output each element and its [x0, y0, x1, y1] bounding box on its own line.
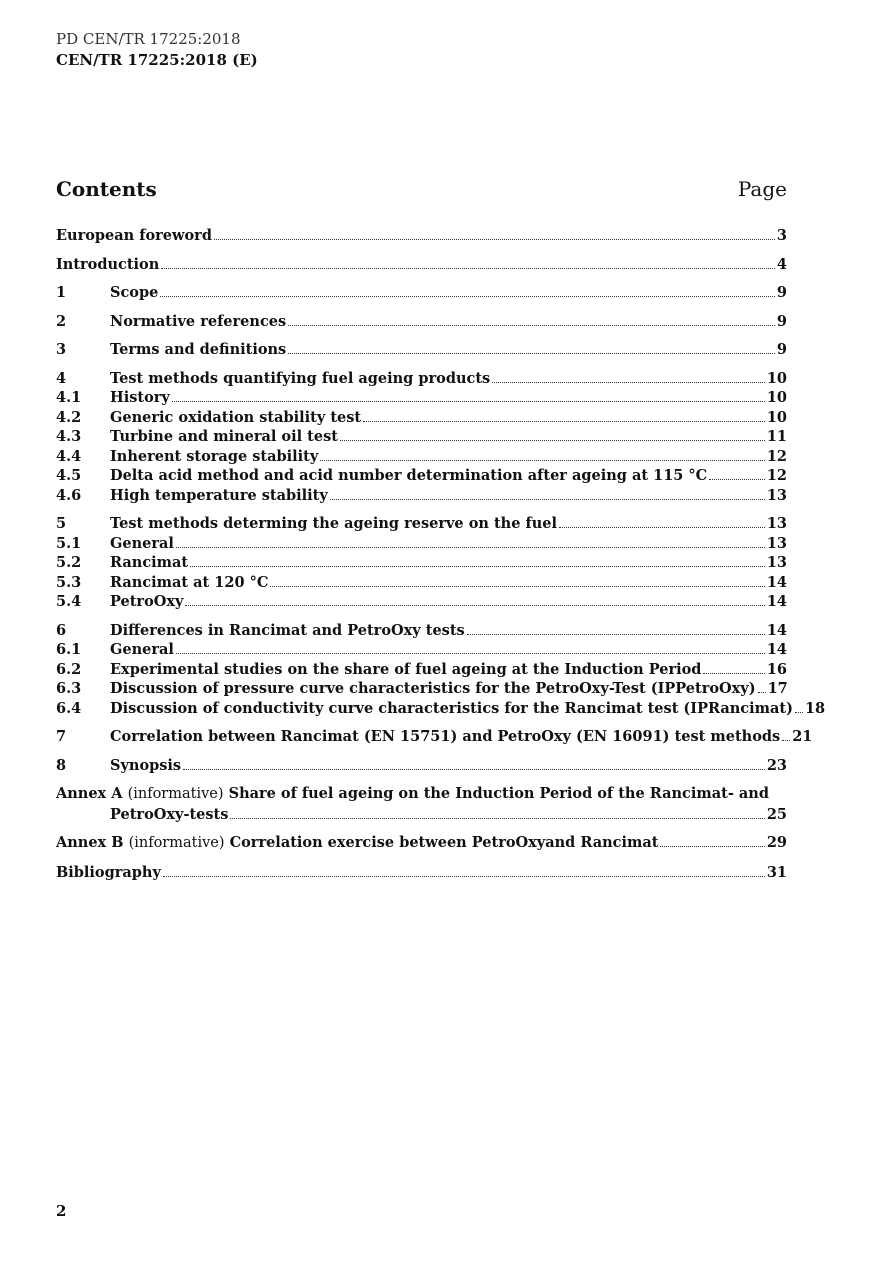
- toc-entry-page: 3: [776, 227, 787, 244]
- toc-entry-number: 4.5: [56, 467, 82, 484]
- toc-entry-title: Introduction: [56, 255, 160, 273]
- toc-entry-5-4[interactable]: [56, 592, 787, 612]
- leader-dots: [163, 876, 765, 877]
- toc-entry-title: Rancimat: [110, 554, 189, 571]
- toc-entry-title: Differences in Rancimat and PetroOxy tests: [110, 621, 465, 639]
- leader-dots: [160, 296, 775, 297]
- toc-entry-title: Delta acid method and acid number determination after ageing at 115 °C: [110, 467, 708, 484]
- toc-entry-scope[interactable]: [56, 283, 787, 303]
- toc-entry-page: 12: [766, 467, 787, 484]
- toc-entry-4-6[interactable]: [56, 486, 787, 506]
- leader-dots: [230, 818, 764, 819]
- toc-entry-title: Terms and definitions: [110, 341, 287, 358]
- toc-entry-introduction[interactable]: [56, 255, 787, 275]
- leader-dots: [467, 634, 765, 635]
- toc-entry-title: General: [110, 534, 174, 552]
- toc-entry-4-5[interactable]: [56, 466, 787, 486]
- toc-entry-title: General: [110, 641, 174, 658]
- toc-entry-number: 4.3: [56, 428, 82, 445]
- toc-entry-4-2[interactable]: [56, 408, 787, 428]
- toc-entry-6-1[interactable]: [56, 640, 787, 660]
- toc-entry-title: High temperature stability: [110, 486, 328, 504]
- toc-entry-number: 2: [56, 312, 67, 330]
- leader-dots: [703, 673, 764, 674]
- toc-entry-title: Discussion of pressure curve characteristics for the PetroOxy-Test (IPPetroOxy): [110, 680, 756, 697]
- toc-entry-4-3[interactable]: [56, 427, 787, 447]
- contents-title: Contents: [56, 177, 157, 201]
- toc-entry-page: 4: [776, 255, 787, 273]
- table-of-contents: [56, 226, 826, 882]
- contents-heading: [56, 177, 787, 201]
- toc-entry-page: 14: [766, 573, 787, 591]
- toc-entry-5-1[interactable]: [56, 534, 787, 554]
- toc-entry-title: Bibliography: [56, 863, 161, 881]
- toc-entry-page: 14: [766, 593, 787, 610]
- toc-entry-terms-definitions[interactable]: [56, 340, 787, 360]
- toc-entry-6-4[interactable]: [56, 699, 826, 719]
- toc-entry-number: 5.1: [56, 534, 82, 552]
- annex-title-line-1: Share of fuel ageing on the Induction Period of the Rancimat- and: [228, 785, 769, 802]
- toc-entry-number: 8: [56, 756, 67, 774]
- leader-dots: [161, 268, 775, 269]
- toc-entry-number: 5.4: [56, 593, 82, 610]
- toc-entry-number: 6.2: [56, 660, 82, 678]
- toc-entry-title: European foreword: [56, 227, 212, 244]
- toc-entry-european-foreword[interactable]: [56, 226, 787, 246]
- leader-dots: [172, 401, 765, 402]
- toc-entry-number: 6.4: [56, 699, 82, 717]
- page-column-label: Page: [737, 177, 787, 201]
- toc-entry-number: 4.6: [56, 486, 82, 504]
- toc-entry-title: Test methods determing the ageing reserve on the fuel: [110, 515, 557, 532]
- leader-dots: [270, 586, 764, 587]
- toc-entry-number: 5.2: [56, 554, 82, 571]
- annex-a-line-2: [56, 805, 787, 825]
- annex-b-prefix: [56, 833, 230, 854]
- toc-entry-title: Rancimat at 120 °C: [110, 573, 269, 591]
- toc-entry-number: 6.1: [56, 641, 82, 658]
- toc-entry-annex-a[interactable]: [56, 784, 787, 824]
- toc-entry-title: Inherent storage stability: [110, 447, 319, 465]
- toc-entry-section-5[interactable]: [56, 514, 787, 534]
- toc-entry-page: 29: [766, 834, 787, 851]
- toc-entry-title: History: [110, 389, 170, 406]
- leader-dots: [183, 769, 765, 770]
- toc-entry-number: 4.4: [56, 447, 82, 465]
- toc-entry-6-3[interactable]: [56, 679, 787, 699]
- annex-type: (informative): [128, 835, 225, 851]
- annex-a-line-1: [56, 784, 787, 805]
- toc-entry-page: 9: [776, 312, 787, 330]
- annex-label: Annex B: [56, 834, 124, 851]
- leader-dots: [288, 325, 775, 326]
- toc-entry-page: 13: [766, 534, 787, 552]
- leader-dots: [340, 440, 765, 441]
- leader-dots: [320, 460, 765, 461]
- annex-label: Annex A: [56, 785, 123, 802]
- toc-entry-section-4[interactable]: [56, 369, 787, 389]
- leader-dots: [795, 712, 803, 713]
- toc-entry-title: PetroOxy: [110, 593, 184, 610]
- leader-dots: [330, 499, 765, 500]
- document-id: PD CEN/TR 17225:2018: [56, 30, 241, 48]
- toc-entry-number: 5: [56, 515, 67, 532]
- page-number: 2: [56, 1202, 67, 1220]
- toc-entry-number: 6: [56, 621, 67, 639]
- toc-entry-5-2[interactable]: [56, 553, 787, 573]
- toc-entry-section-8[interactable]: [56, 756, 787, 776]
- leader-dots: [176, 547, 765, 548]
- annex-title-line-2: PetroOxy-tests: [110, 805, 229, 823]
- toc-entry-page: 13: [766, 554, 787, 571]
- toc-entry-title: Experimental studies on the share of fuel ageing at the Induction Period: [110, 660, 702, 678]
- toc-entry-normative-references[interactable]: [56, 312, 787, 332]
- toc-entry-bibliography[interactable]: [56, 863, 787, 883]
- toc-entry-title: Test methods quantifying fuel ageing products: [110, 369, 491, 387]
- toc-entry-number: 6.3: [56, 680, 82, 697]
- toc-entry-number: 3: [56, 341, 67, 358]
- toc-entry-page: 13: [766, 486, 787, 504]
- toc-entry-number: 7: [56, 728, 67, 745]
- toc-entry-5-3[interactable]: [56, 573, 787, 593]
- toc-entry-number: 5.3: [56, 573, 82, 591]
- annex-a-prefix: [56, 784, 229, 805]
- leader-dots: [190, 566, 765, 567]
- leader-dots: [492, 382, 765, 383]
- toc-entry-page: 21: [792, 728, 813, 745]
- toc-entry-page: 16: [766, 660, 787, 678]
- leader-dots: [782, 740, 790, 741]
- leader-dots: [559, 527, 765, 528]
- leader-dots: [185, 605, 764, 606]
- leader-dots: [214, 239, 775, 240]
- toc-entry-page: 10: [766, 408, 787, 426]
- toc-entry-title: Correlation between Rancimat (EN 15751) and PetroOxy (EN 16091) test methods: [110, 728, 781, 745]
- toc-entry-page: 13: [766, 515, 787, 532]
- toc-entry-annex-b[interactable]: [56, 833, 787, 854]
- leader-dots: [758, 692, 766, 693]
- toc-entry-page: 12: [766, 447, 787, 465]
- toc-entry-page: 9: [776, 284, 787, 301]
- toc-entry-page: 14: [766, 621, 787, 639]
- toc-entry-title: Normative references: [110, 312, 287, 330]
- toc-entry-number: 4.2: [56, 408, 82, 426]
- leader-dots: [660, 846, 764, 847]
- annex-type: (informative): [127, 786, 224, 802]
- toc-entry-page: 18: [804, 699, 826, 717]
- annex-title: Correlation exercise between PetroOxyand Rancimat: [229, 834, 659, 851]
- toc-entry-page: 17: [767, 680, 788, 697]
- toc-entry-page: 10: [766, 369, 787, 387]
- toc-entry-number: 1: [56, 284, 67, 301]
- toc-entry-page: 23: [766, 756, 787, 774]
- toc-entry-title: Scope: [110, 284, 159, 301]
- leader-dots: [363, 421, 765, 422]
- toc-entry-title: Discussion of conductivity curve characteristics for the Rancimat test (IPRancimat): [110, 699, 793, 717]
- toc-entry-page: 9: [776, 341, 787, 358]
- toc-entry-section-6[interactable]: [56, 621, 787, 641]
- toc-entry-page: 25: [766, 805, 787, 823]
- toc-entry-title: Synopsis: [110, 756, 182, 774]
- toc-entry-page: 11: [766, 428, 787, 445]
- toc-entry-page: 31: [766, 863, 787, 881]
- toc-entry-number: 4.1: [56, 389, 82, 406]
- toc-entry-section-7[interactable]: [56, 727, 813, 747]
- toc-entry-number: 4: [56, 369, 67, 387]
- toc-entry-title: Generic oxidation stability test: [110, 408, 362, 426]
- leader-dots: [176, 653, 765, 654]
- leader-dots: [288, 353, 775, 354]
- toc-entry-page: 14: [766, 641, 787, 658]
- document-id-english: CEN/TR 17225:2018 (E): [56, 51, 258, 69]
- leader-dots: [709, 479, 765, 480]
- toc-entry-page: 10: [766, 389, 787, 406]
- toc-entry-6-2[interactable]: [56, 660, 787, 680]
- toc-entry-4-1[interactable]: [56, 388, 787, 408]
- toc-entry-4-4[interactable]: [56, 447, 787, 467]
- toc-entry-title: Turbine and mineral oil test: [110, 428, 338, 445]
